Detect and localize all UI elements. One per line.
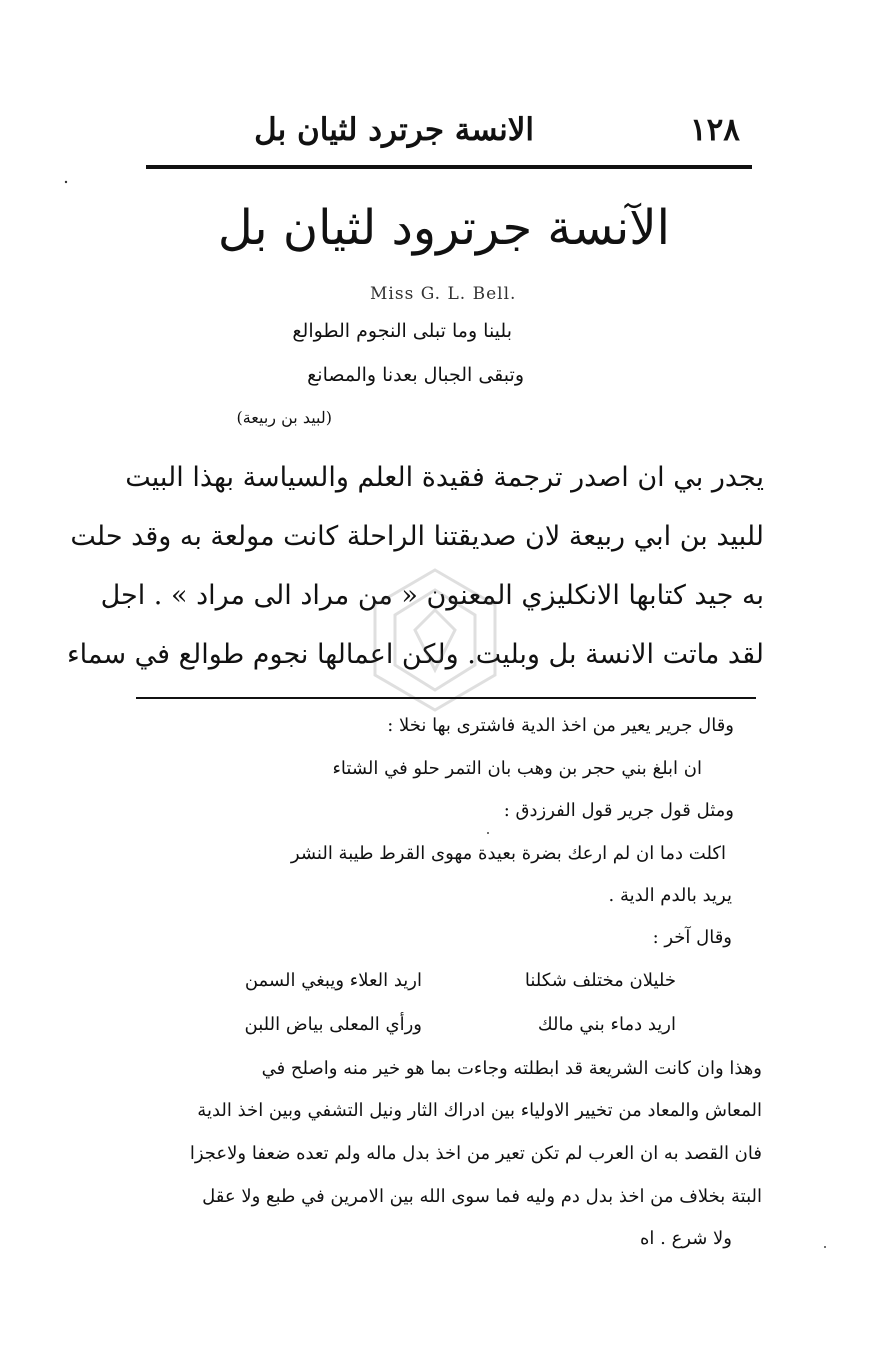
body-line-2: للبيد بن ابي ربيعة لان صديقتنا الراحلة كانت مولعة به وقد حلت	[70, 521, 764, 552]
footnote-line-1: وقال جرير يعير من اخذ الدية فاشترى بها نخلا :	[387, 715, 734, 736]
footnote-prose-4: البتة بخلاف من اخذ بدل دم وليه فما سوى الله بين الامرين في طبع ولا عقل	[202, 1186, 762, 1207]
running-title: الانسة جرترد لثيان بل	[254, 112, 534, 148]
epigraph-attribution: (لبيد بن ربيعة)	[236, 408, 332, 427]
poem-right-1: خليلان مختلف شكلنا	[524, 970, 676, 991]
footnote-line-5: يريد بالدم الدية .	[608, 885, 732, 906]
epigraph-verse-2: وتبقى الجبال بعدنا والمصانع	[307, 364, 524, 386]
page-number: ١٢٨	[690, 112, 740, 148]
footnote-prose-3: فان القصد به ان العرب لم تكن تعير من اخذ بدل ماله ولم تعده ضعفا ولاعجزا	[189, 1143, 762, 1164]
footnote-line-2: ان ابلغ بني حجر بن وهب بان التمر حلو في الشتاء	[332, 758, 702, 779]
footnote-prose-5: ولا شرع . اه	[639, 1228, 732, 1249]
article-subtitle: Miss G. L. Bell.	[370, 284, 517, 304]
article-title: الآنسة جرترود لثيان بل	[217, 200, 670, 256]
poem-right-2: اريد دماء بني مالك	[537, 1014, 676, 1035]
footnote-line-3: ومثل قول جرير قول الفرزدق :	[503, 800, 734, 821]
footnote-prose-1: وهذا وان كانت الشريعة قد ابطلته وجاءت بما هو خير منه واصلح في	[261, 1058, 762, 1079]
epigraph-verse-1: بلينا وما تبلى النجوم الطوالع	[292, 320, 512, 342]
body-line-1: يجدر بي ان اصدر ترجمة فقيدة العلم والسياسة بهذا البيت	[125, 462, 764, 493]
footnote-line-6: وقال آخر :	[652, 927, 732, 948]
poem-left-2: ورأي المعلى بياض اللبن	[244, 1014, 422, 1035]
body-line-3: به جيد كتابها الانكليزي المعنون « من مراد الى مراد » . اجل	[100, 580, 764, 611]
body-line-4: لقد ماتت الانسة بل وبليت. ولكن اعمالها نجوم طوالع في سماء	[66, 639, 764, 670]
footnote-prose-2: المعاش والمعاد من تخيير الاولياء بين ادراك الثار ونيل التشفي وبين اخذ الدية	[197, 1100, 762, 1121]
footnote-line-4: اكلت دما ان لم ارعك بضرة بعيدة مهوى القرط طيبة النشر	[290, 843, 726, 864]
poem-left-1: اريد العلاء ويبغي السمن	[244, 970, 422, 991]
